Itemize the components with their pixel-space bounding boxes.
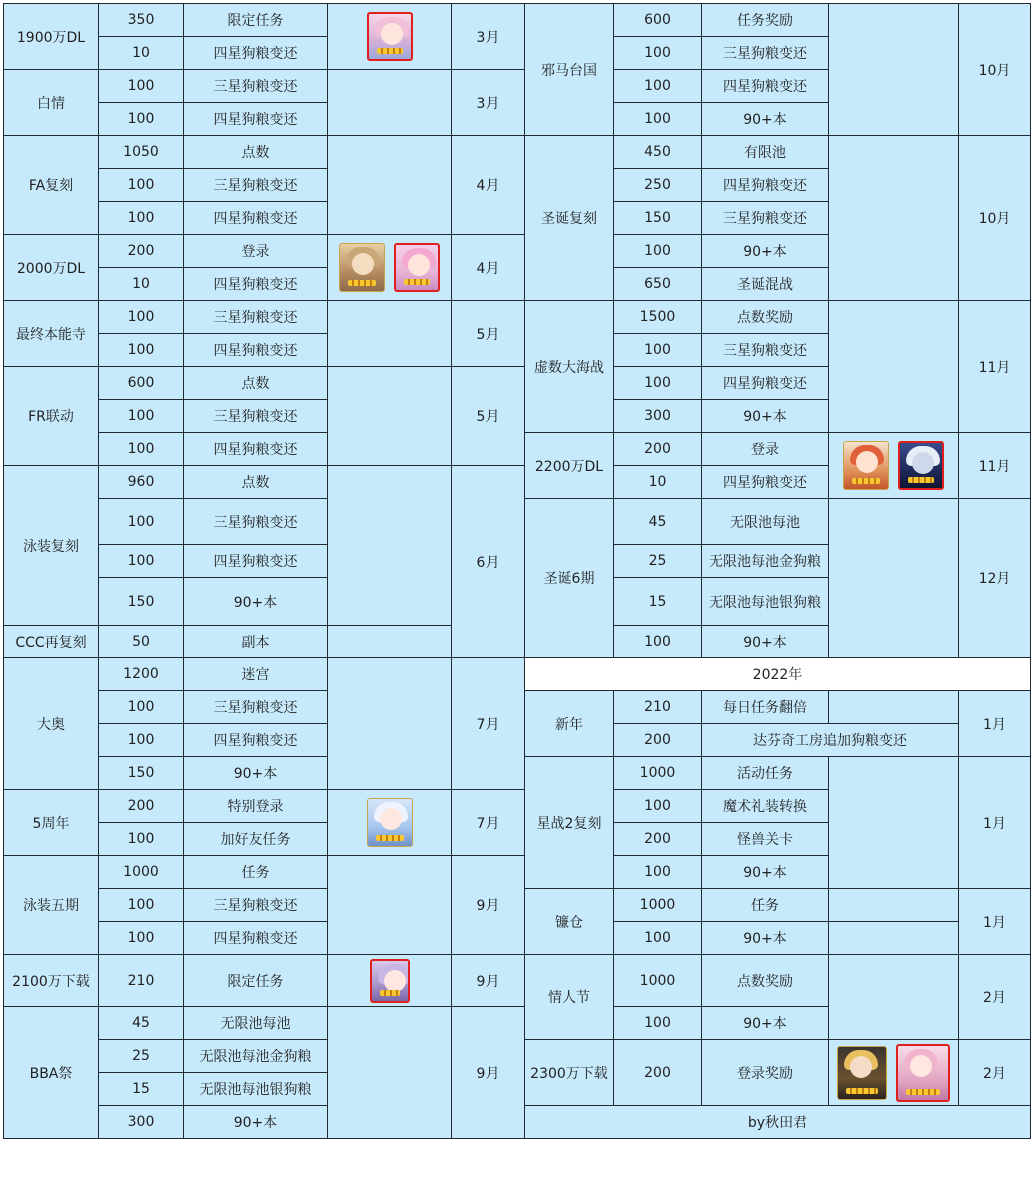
- table-row: [4, 367, 525, 400]
- table-row: [4, 235, 525, 268]
- quartz-amount: 100: [99, 724, 184, 757]
- craft-essence-cell: [829, 757, 959, 889]
- source-description: 无限池每池金狗粮: [702, 545, 829, 578]
- quartz-amount: 100: [99, 202, 184, 235]
- quartz-amount: 1000: [614, 757, 702, 790]
- quartz-amount: 50: [99, 626, 184, 658]
- quartz-amount: 10: [99, 37, 184, 70]
- craft-essence-cell: [829, 691, 959, 724]
- source-description: 90+本: [702, 626, 829, 658]
- event-name: 2300万下载: [525, 1040, 614, 1106]
- table-row: [4, 790, 525, 823]
- source-description: 三星狗粮变还: [184, 169, 328, 202]
- quartz-amount: 300: [614, 400, 702, 433]
- quartz-amount: 150: [614, 202, 702, 235]
- quartz-amount: 200: [614, 433, 702, 466]
- quartz-amount: 25: [99, 1040, 184, 1073]
- table-row: [525, 1040, 1031, 1106]
- source-description: 限定任务: [184, 4, 328, 37]
- quartz-amount: 200: [99, 790, 184, 823]
- quartz-amount: 100: [614, 922, 702, 955]
- source-description: 四星狗粮变还: [184, 433, 328, 466]
- event-name: 大奥: [4, 658, 99, 790]
- craft-essence-cell: [829, 1040, 959, 1106]
- right-event-table: [524, 3, 1031, 1139]
- table-row: [4, 466, 525, 499]
- source-description: 无限池每池银狗粮: [702, 578, 829, 626]
- quartz-amount: 210: [99, 955, 184, 1007]
- event-month: 4月: [452, 235, 525, 301]
- quartz-amount: 10: [99, 268, 184, 301]
- source-description: 四星狗粮变还: [184, 268, 328, 301]
- table-row: [4, 70, 525, 103]
- quartz-amount: 100: [614, 334, 702, 367]
- source-description: 点数: [184, 136, 328, 169]
- source-description: 有限池: [702, 136, 829, 169]
- source-description: 90+本: [702, 235, 829, 268]
- source-description: 达芬奇工房追加狗粮变还: [702, 724, 959, 757]
- craft-essence-cell: [328, 626, 452, 658]
- event-name: 2100万下载: [4, 955, 99, 1007]
- quartz-amount: 960: [99, 466, 184, 499]
- table-row: [4, 955, 525, 1007]
- event-name: 新年: [525, 691, 614, 757]
- source-description: 90+本: [702, 856, 829, 889]
- craft-essence-card-icon: [367, 798, 413, 847]
- table-row: [4, 4, 525, 37]
- quartz-amount: 350: [99, 4, 184, 37]
- table-row: [525, 433, 1031, 466]
- quartz-amount: 150: [99, 757, 184, 790]
- source-description: 圣诞混战: [702, 268, 829, 301]
- source-description: 任务: [702, 889, 829, 922]
- quartz-amount: 100: [99, 400, 184, 433]
- source-description: 登录奖励: [702, 1040, 829, 1106]
- craft-essence-cell: [328, 70, 452, 136]
- table-row: [4, 301, 525, 334]
- quartz-amount: 15: [99, 1073, 184, 1106]
- source-description: 90+本: [702, 1007, 829, 1040]
- source-description: 三星狗粮变还: [702, 202, 829, 235]
- quartz-amount: 10: [614, 466, 702, 499]
- craft-essence-cell: [829, 922, 959, 955]
- event-name: 星战2复刻: [525, 757, 614, 889]
- table-row: [4, 136, 525, 169]
- table-row: [4, 658, 525, 691]
- quartz-amount: 450: [614, 136, 702, 169]
- source-description: 三星狗粮变还: [184, 889, 328, 922]
- source-description: 无限池每池: [184, 1007, 328, 1040]
- source-description: 四星狗粮变还: [184, 334, 328, 367]
- quartz-amount: 100: [99, 545, 184, 578]
- craft-essence-cell: [829, 301, 959, 433]
- quartz-amount: 1050: [99, 136, 184, 169]
- event-month: 7月: [452, 790, 525, 856]
- craft-essence-cell: [328, 955, 452, 1007]
- quartz-amount: 200: [614, 823, 702, 856]
- event-name: 泳装复刻: [4, 466, 99, 626]
- source-description: 登录: [702, 433, 829, 466]
- source-description: 三星狗粮变还: [184, 301, 328, 334]
- table-row: [525, 757, 1031, 790]
- event-name: 5周年: [4, 790, 99, 856]
- event-month: 3月: [452, 4, 525, 70]
- quartz-amount: 100: [614, 790, 702, 823]
- event-name: 白情: [4, 70, 99, 136]
- event-month: 2月: [959, 1040, 1031, 1106]
- event-name: 圣诞6期: [525, 499, 614, 658]
- event-month: 9月: [452, 955, 525, 1007]
- source-description: 90+本: [184, 578, 328, 626]
- event-name: 镰仓: [525, 889, 614, 955]
- quartz-amount: 1500: [614, 301, 702, 334]
- event-name: 1900万DL: [4, 4, 99, 70]
- event-month: 4月: [452, 136, 525, 235]
- table-row: [525, 691, 1031, 724]
- event-month: 1月: [959, 691, 1031, 757]
- craft-essence-card-icon: [896, 1044, 950, 1102]
- source-description: 无限池每池金狗粮: [184, 1040, 328, 1073]
- source-description: 点数奖励: [702, 955, 829, 1007]
- craft-essence-card-icon: [339, 243, 385, 292]
- source-description: 四星狗粮变还: [184, 37, 328, 70]
- table-row: [525, 658, 1031, 691]
- event-month: 11月: [959, 301, 1031, 433]
- craft-essence-cell: [328, 235, 452, 301]
- event-name: 圣诞复刻: [525, 136, 614, 301]
- table-row: [525, 136, 1031, 169]
- source-description: 三星狗粮变还: [184, 70, 328, 103]
- event-name: FA复刻: [4, 136, 99, 235]
- event-name: BBA祭: [4, 1007, 99, 1139]
- source-description: 90+本: [184, 1106, 328, 1139]
- event-month: 9月: [452, 1007, 525, 1139]
- event-name: 泳装五期: [4, 856, 99, 955]
- craft-essence-card-icon: [898, 441, 944, 490]
- quartz-amount: 100: [614, 70, 702, 103]
- quartz-amount: 300: [99, 1106, 184, 1139]
- craft-essence-cell: [829, 499, 959, 658]
- event-month: 6月: [452, 466, 525, 658]
- quartz-amount: 600: [99, 367, 184, 400]
- source-description: 四星狗粮变还: [184, 103, 328, 136]
- source-description: 活动任务: [702, 757, 829, 790]
- table-row: [525, 301, 1031, 334]
- event-name: CCC再复刻: [4, 626, 99, 658]
- source-description: 加好友任务: [184, 823, 328, 856]
- table-row: [525, 889, 1031, 922]
- event-name: 2000万DL: [4, 235, 99, 301]
- quartz-amount: 100: [99, 70, 184, 103]
- quartz-amount: 1000: [614, 955, 702, 1007]
- table-row: [4, 1007, 525, 1040]
- source-description: 特别登录: [184, 790, 328, 823]
- source-description: 90+本: [702, 400, 829, 433]
- source-description: 无限池每池银狗粮: [184, 1073, 328, 1106]
- source-description: 四星狗粮变还: [184, 724, 328, 757]
- source-description: 登录: [184, 235, 328, 268]
- quartz-amount: 1000: [99, 856, 184, 889]
- event-month: 2月: [959, 955, 1031, 1040]
- event-month: 3月: [452, 70, 525, 136]
- year-header: 2022年: [525, 658, 1031, 691]
- quartz-amount: 100: [99, 499, 184, 545]
- quartz-amount: 15: [614, 578, 702, 626]
- craft-essence-card-icon: [370, 959, 410, 1003]
- event-month: 5月: [452, 367, 525, 466]
- event-month: 1月: [959, 757, 1031, 889]
- quartz-amount: 100: [614, 235, 702, 268]
- craft-essence-cell: [328, 658, 452, 790]
- quartz-amount: 650: [614, 268, 702, 301]
- event-month: 1月: [959, 889, 1031, 955]
- quartz-amount: 100: [99, 922, 184, 955]
- table-row: [4, 856, 525, 889]
- quartz-amount: 100: [614, 37, 702, 70]
- quartz-amount: 100: [614, 103, 702, 136]
- quartz-amount: 1200: [99, 658, 184, 691]
- quartz-amount: 100: [99, 823, 184, 856]
- source-description: 副本: [184, 626, 328, 658]
- event-name: 最终本能寺: [4, 301, 99, 367]
- source-description: 任务奖励: [702, 4, 829, 37]
- quartz-amount: 25: [614, 545, 702, 578]
- quartz-amount: 100: [99, 103, 184, 136]
- craft-essence-card-icon: [837, 1046, 887, 1100]
- craft-essence-card-icon: [367, 12, 413, 61]
- craft-essence-cell: [328, 1007, 452, 1139]
- craft-essence-cell: [328, 790, 452, 856]
- source-description: 四星狗粮变还: [184, 545, 328, 578]
- event-name: 虚数大海战: [525, 301, 614, 433]
- craft-essence-card-icon: [843, 441, 889, 490]
- quartz-amount: 250: [614, 169, 702, 202]
- table-row: [525, 955, 1031, 1007]
- quartz-amount: 600: [614, 4, 702, 37]
- craft-essence-cell: [829, 136, 959, 301]
- quartz-amount: 100: [614, 367, 702, 400]
- event-name: 情人节: [525, 955, 614, 1040]
- quartz-amount: 210: [614, 691, 702, 724]
- source-description: 怪兽关卡: [702, 823, 829, 856]
- source-description: 90+本: [184, 757, 328, 790]
- quartz-amount: 100: [614, 626, 702, 658]
- quartz-amount: 200: [99, 235, 184, 268]
- table-row: [525, 4, 1031, 37]
- event-month: 5月: [452, 301, 525, 367]
- source-description: 四星狗粮变还: [184, 202, 328, 235]
- quartz-amount: 45: [614, 499, 702, 545]
- craft-essence-cell: [829, 4, 959, 136]
- event-name: 2200万DL: [525, 433, 614, 499]
- craft-essence-cell: [328, 367, 452, 466]
- event-month: 11月: [959, 433, 1031, 499]
- table-row: [4, 626, 525, 658]
- quartz-amount: 100: [99, 169, 184, 202]
- craft-essence-cell: [328, 856, 452, 955]
- source-description: 每日任务翻倍: [702, 691, 829, 724]
- craft-essence-cell: [829, 889, 959, 922]
- craft-essence-cell: [328, 136, 452, 235]
- source-description: 四星狗粮变还: [702, 70, 829, 103]
- table-row: [525, 1106, 1031, 1139]
- source-description: 任务: [184, 856, 328, 889]
- quartz-amount: 200: [614, 724, 702, 757]
- craft-essence-cell: [829, 955, 959, 1040]
- source-description: 90+本: [702, 922, 829, 955]
- left-event-table: [3, 3, 525, 1139]
- quartz-amount: 100: [99, 301, 184, 334]
- event-name: 邪马台国: [525, 4, 614, 136]
- event-name: FR联动: [4, 367, 99, 466]
- source-description: 四星狗粮变还: [702, 367, 829, 400]
- source-description: 三星狗粮变还: [702, 37, 829, 70]
- source-description: 点数: [184, 466, 328, 499]
- source-description: 魔术礼装转换: [702, 790, 829, 823]
- source-description: 三星狗粮变还: [184, 691, 328, 724]
- event-month: 10月: [959, 136, 1031, 301]
- source-description: 四星狗粮变还: [702, 169, 829, 202]
- source-description: 点数奖励: [702, 301, 829, 334]
- quartz-amount: 100: [614, 1007, 702, 1040]
- quartz-amount: 100: [99, 889, 184, 922]
- quartz-amount: 200: [614, 1040, 702, 1106]
- credit-text: by秋田君: [525, 1106, 1031, 1139]
- craft-essence-card-icon: [394, 243, 440, 292]
- craft-essence-cell: [328, 301, 452, 367]
- source-description: 三星狗粮变还: [184, 499, 328, 545]
- event-month: 12月: [959, 499, 1031, 658]
- craft-essence-cell: [829, 433, 959, 499]
- source-description: 四星狗粮变还: [702, 466, 829, 499]
- table-row: [525, 499, 1031, 545]
- quartz-amount: 1000: [614, 889, 702, 922]
- source-description: 四星狗粮变还: [184, 922, 328, 955]
- quartz-amount: 45: [99, 1007, 184, 1040]
- source-description: 无限池每池: [702, 499, 829, 545]
- event-month: 9月: [452, 856, 525, 955]
- craft-essence-cell: [328, 466, 452, 626]
- source-description: 迷宫: [184, 658, 328, 691]
- source-description: 限定任务: [184, 955, 328, 1007]
- quartz-amount: 150: [99, 578, 184, 626]
- quartz-amount: 100: [99, 691, 184, 724]
- source-description: 点数: [184, 367, 328, 400]
- quartz-amount: 100: [99, 334, 184, 367]
- craft-essence-cell: [328, 4, 452, 70]
- source-description: 三星狗粮变还: [702, 334, 829, 367]
- event-month: 7月: [452, 658, 525, 790]
- source-description: 三星狗粮变还: [184, 400, 328, 433]
- source-description: 90+本: [702, 103, 829, 136]
- event-month: 10月: [959, 4, 1031, 136]
- quartz-amount: 100: [99, 433, 184, 466]
- quartz-amount: 100: [614, 856, 702, 889]
